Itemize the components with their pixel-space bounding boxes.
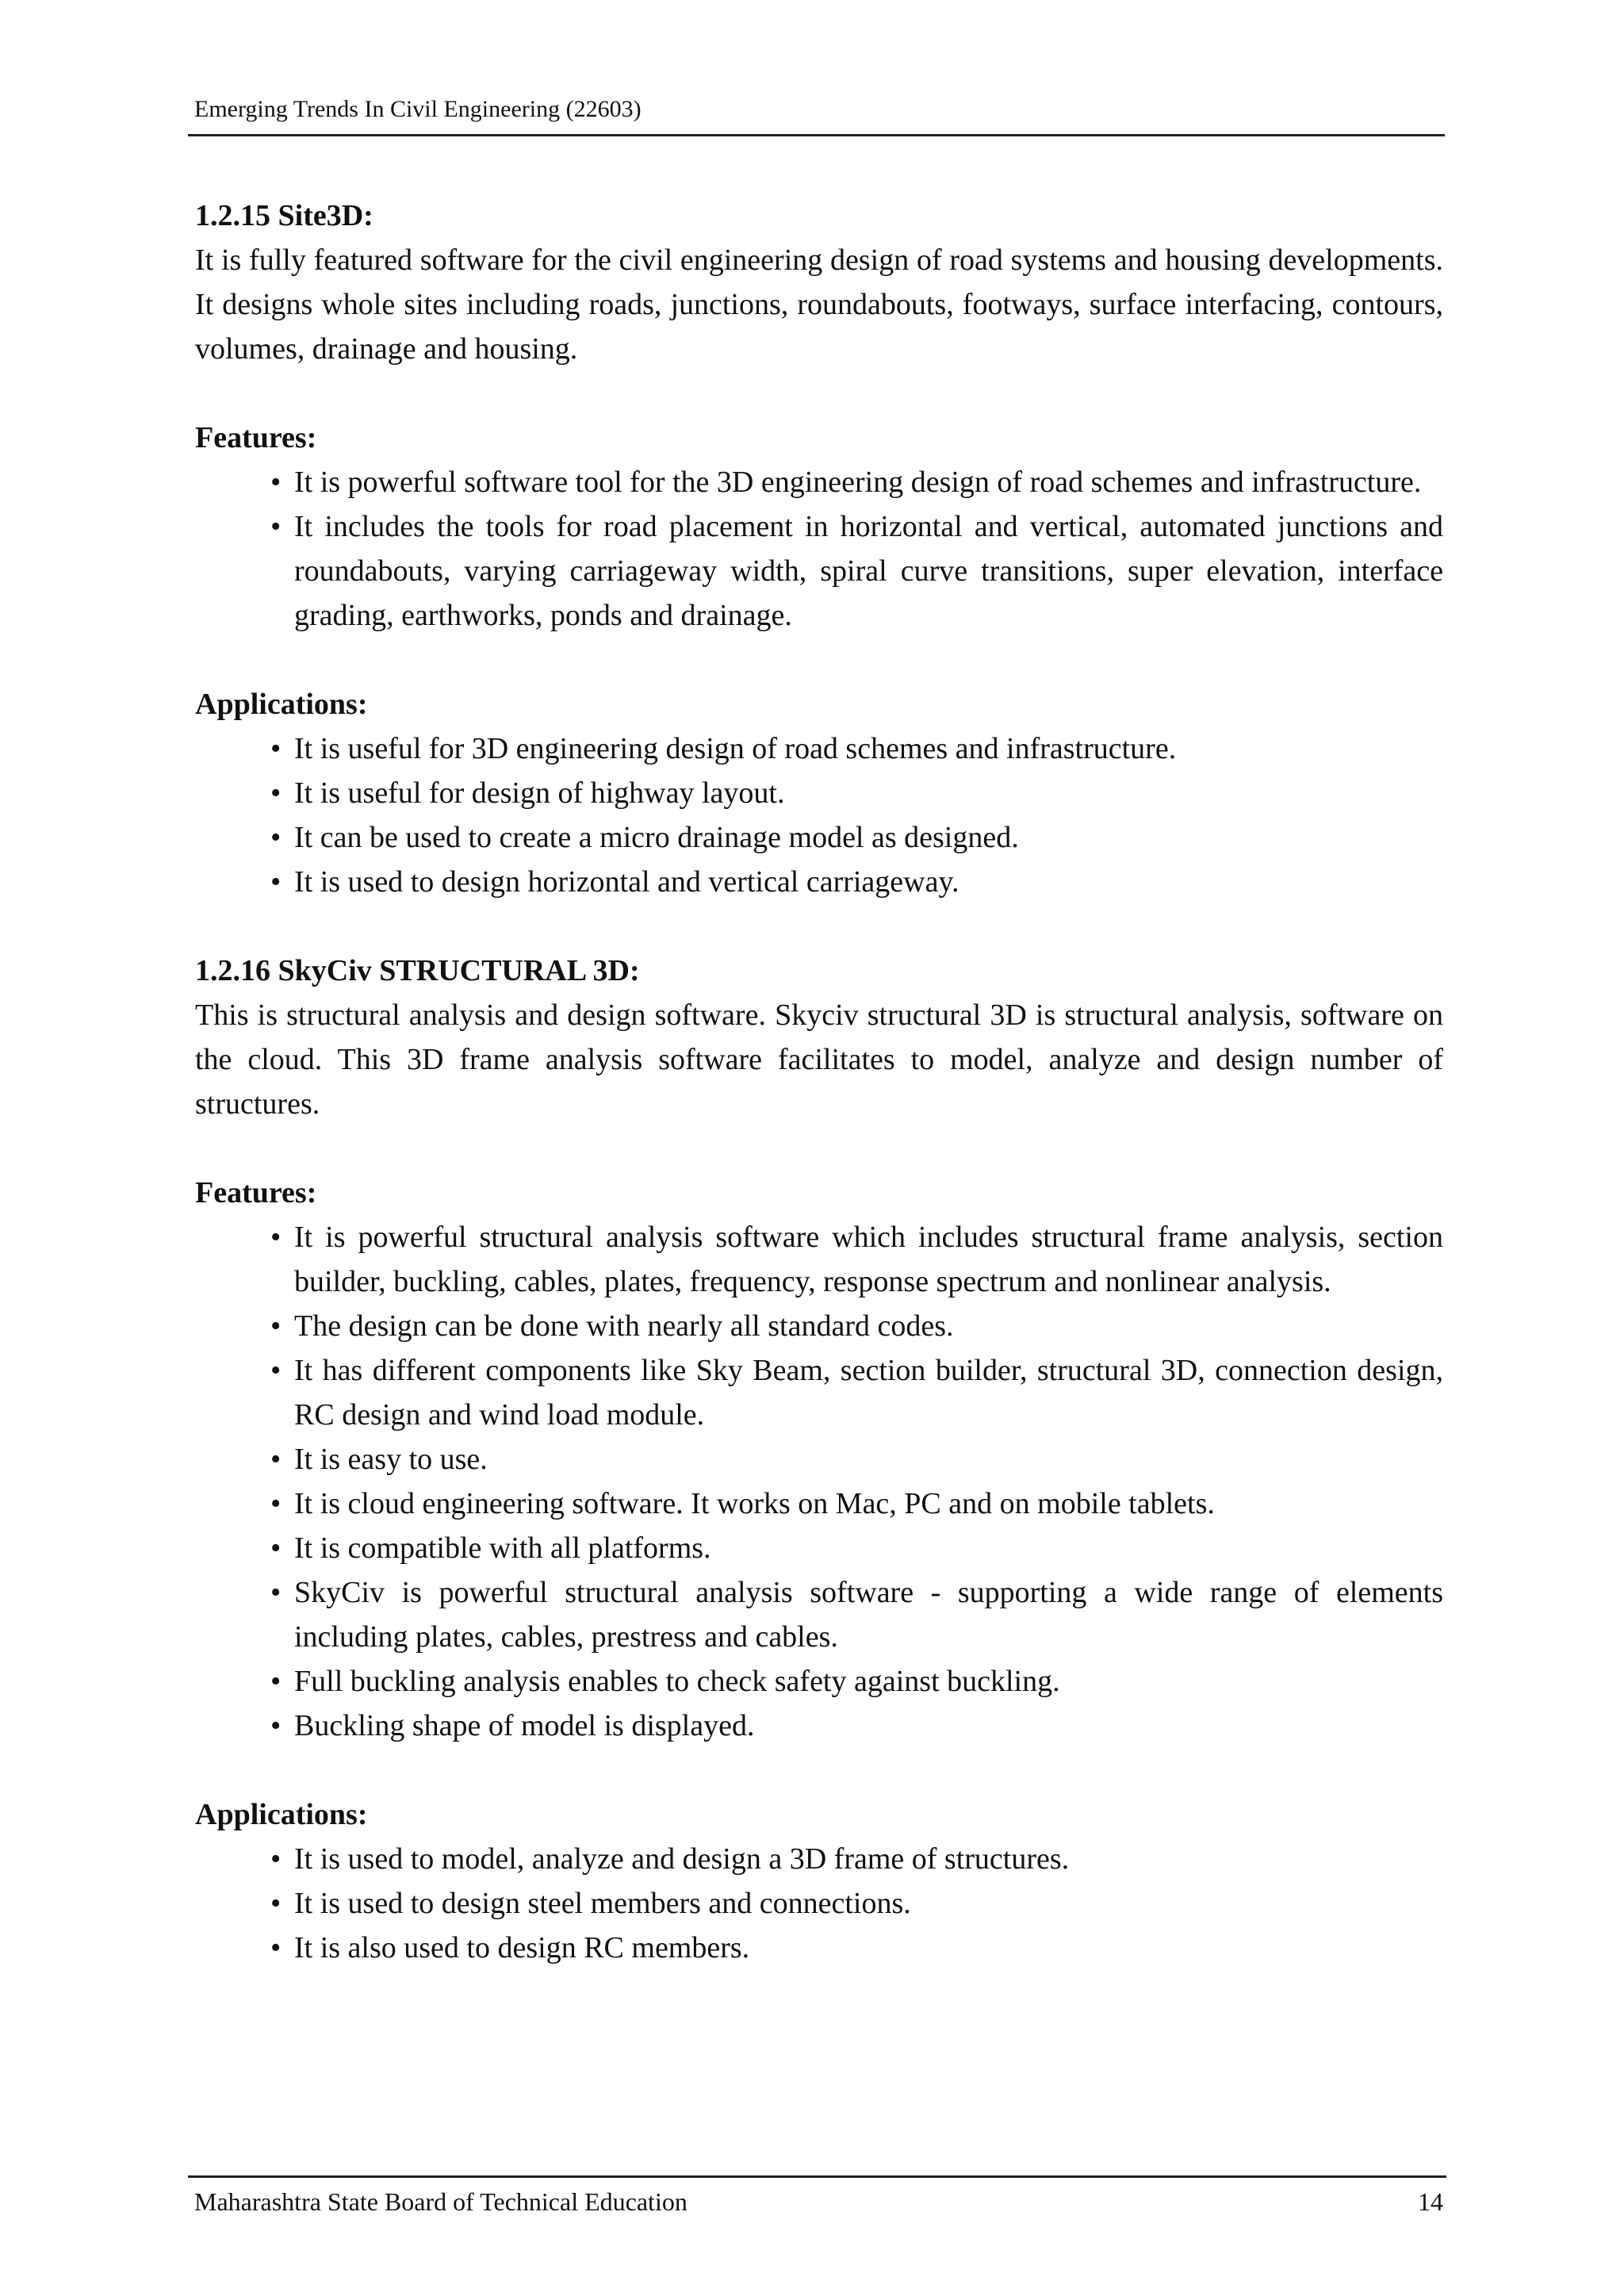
header-title: Emerging Trends In Civil Engineering (22603) bbox=[194, 96, 642, 122]
page-content bbox=[195, 194, 1443, 1970]
applications-heading: Applications: bbox=[195, 688, 368, 721]
bullet-icon: • bbox=[270, 1221, 282, 1254]
list-item: • It is powerful software tool for the 3D engineering design of road schemes and infrastructure. bbox=[270, 460, 1443, 504]
list-item: • SkyCiv is powerful structural analysis software - supporting a wide range of elements including plates, cables, prestress and cables. bbox=[270, 1570, 1443, 1659]
bullet-icon: • bbox=[270, 865, 282, 899]
features-heading: Features: bbox=[195, 421, 317, 454]
bullet-icon: • bbox=[270, 1709, 282, 1742]
list-item: • It is cloud engineering software. It works on Mac, PC and on mobile tablets. bbox=[270, 1481, 1443, 1526]
bullet-icon: • bbox=[270, 510, 282, 543]
list-item: • It includes the tools for road placement in horizontal and vertical, automated junctions and roundabouts, varying carriageway width, spiral curve transitions, super elevation, interface grading, earthworks, ponds and drainage. bbox=[270, 504, 1443, 638]
page-number: 14 bbox=[1418, 2187, 1443, 2216]
section-description: It is fully featured software for the civil engineering design of road systems and housing developments. It designs whole sites including roads, junctions, roundabouts, footways, surface interfacing, contours, volumes, drainage and housing. bbox=[195, 243, 1443, 366]
bullet-icon: • bbox=[270, 1354, 282, 1387]
section-skyciv bbox=[195, 949, 1443, 1970]
list-item: • It is used to design horizontal and vertical carriageway. bbox=[270, 860, 1443, 904]
list-item: • It is used to model, analyze and design a 3D frame of structures. bbox=[270, 1837, 1443, 1881]
features-list bbox=[195, 460, 1443, 638]
bullet-icon: • bbox=[270, 821, 282, 854]
list-item: • It is used to design steel members and connections. bbox=[270, 1881, 1443, 1926]
bullet-icon: • bbox=[270, 1842, 282, 1876]
list-item: • It is useful for design of highway layout. bbox=[270, 771, 1443, 815]
bullet-icon: • bbox=[270, 1309, 282, 1343]
list-item: • It is compatible with all platforms. bbox=[270, 1526, 1443, 1570]
bullet-icon: • bbox=[270, 1887, 282, 1920]
applications-list bbox=[195, 1837, 1443, 1970]
list-item: • It is also used to design RC members. bbox=[270, 1926, 1443, 1970]
features-heading: Features: bbox=[195, 1176, 317, 1209]
section-description: This is structural analysis and design software. Skyciv structural 3D is structural analysis, software on the cloud. This 3D frame analysis software facilitates to model, analyze and design number of structures. bbox=[195, 999, 1443, 1121]
footer-publisher: Maharashtra State Board of Technical Education bbox=[194, 2187, 688, 2216]
bullet-icon: • bbox=[270, 1665, 282, 1698]
bullet-icon: • bbox=[270, 466, 282, 499]
list-item: • The design can be done with nearly all standard codes. bbox=[270, 1304, 1443, 1348]
list-item: • It has different components like Sky Beam, section builder, structural 3D, connection design, RC design and wind load module. bbox=[270, 1348, 1443, 1437]
bullet-icon: • bbox=[270, 1443, 282, 1476]
page-header bbox=[188, 93, 1445, 136]
section-title: 1.2.15 Site3D: bbox=[195, 199, 373, 232]
bullet-icon: • bbox=[270, 1531, 282, 1565]
applications-list bbox=[195, 726, 1443, 904]
bullet-icon: • bbox=[270, 1931, 282, 1964]
bullet-icon: • bbox=[270, 776, 282, 810]
features-list bbox=[195, 1215, 1443, 1748]
list-item: • It is powerful structural analysis software which includes structural frame analysis, section builder, buckling, cables, plates, frequency, response spectrum and nonlinear analysis. bbox=[270, 1215, 1443, 1304]
section-site3d bbox=[195, 194, 1443, 904]
bullet-icon: • bbox=[270, 1576, 282, 1609]
applications-heading: Applications: bbox=[195, 1798, 368, 1831]
list-item: • It is useful for 3D engineering design of road schemes and infrastructure. bbox=[270, 726, 1443, 771]
section-title: 1.2.16 SkyCiv STRUCTURAL 3D: bbox=[195, 954, 640, 987]
list-item: • Full buckling analysis enables to check safety against buckling. bbox=[270, 1659, 1443, 1704]
page-footer bbox=[188, 2175, 1446, 2222]
bullet-icon: • bbox=[270, 1487, 282, 1520]
bullet-icon: • bbox=[270, 732, 282, 765]
list-item: • Buckling shape of model is displayed. bbox=[270, 1704, 1443, 1748]
list-item: • It can be used to create a micro drainage model as designed. bbox=[270, 815, 1443, 860]
list-item: • It is easy to use. bbox=[270, 1437, 1443, 1481]
